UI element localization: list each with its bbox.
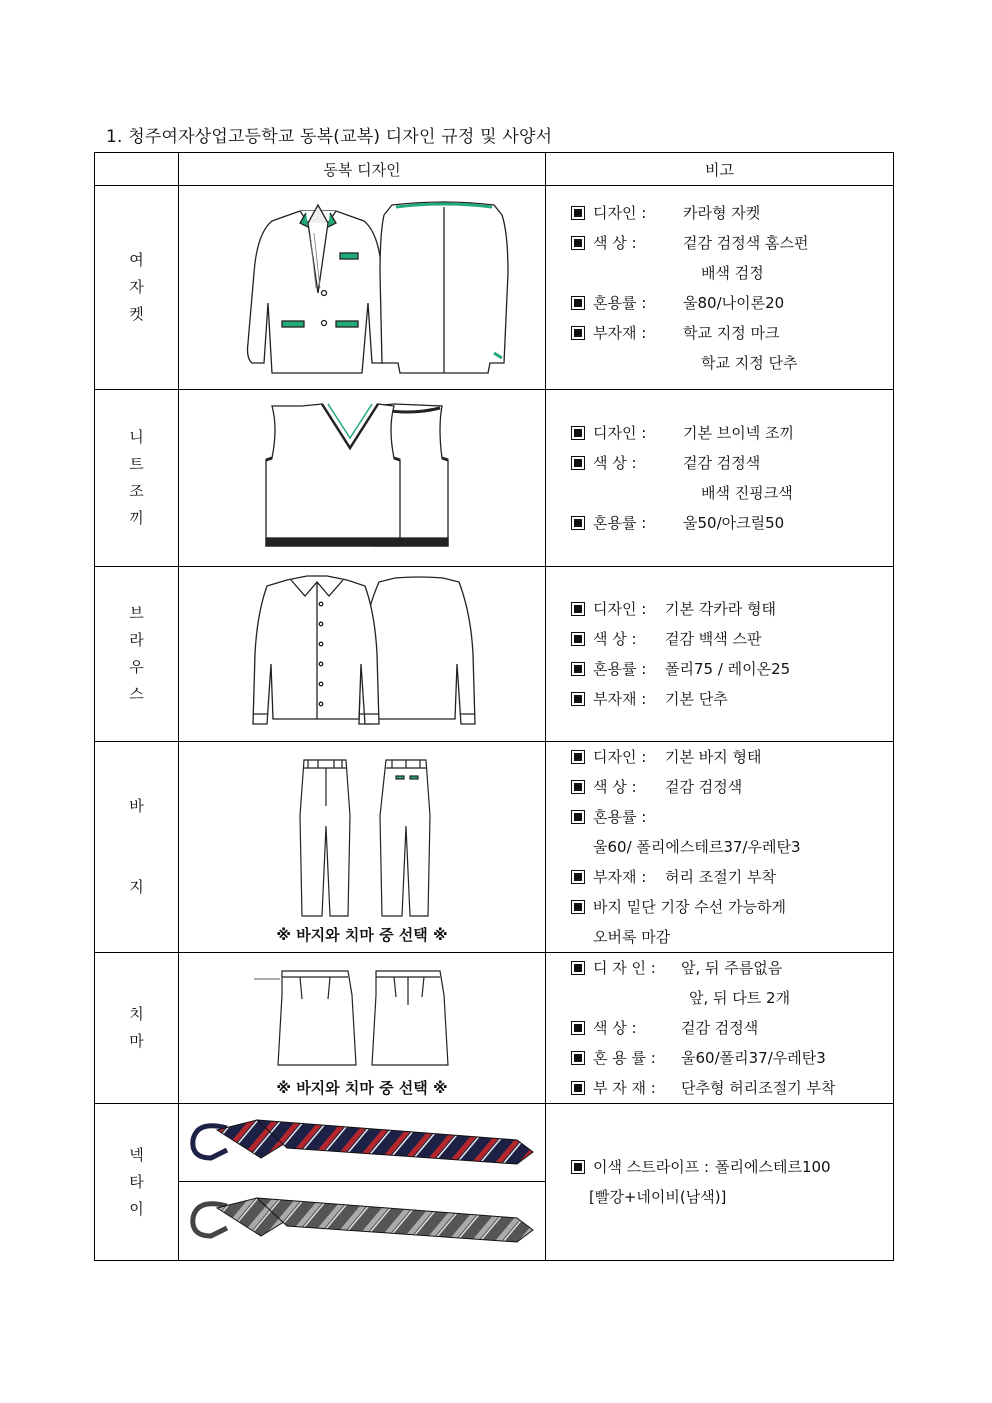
necktie-color (179, 1104, 545, 1181)
jacket-notes (546, 186, 894, 390)
necktie-notes (546, 1104, 894, 1261)
skirt-notes (546, 953, 894, 1104)
marker-icon (571, 516, 585, 530)
note-line: 이색 스트라이프 : 폴리에스테르100 (571, 1152, 893, 1182)
pants-design (179, 742, 546, 953)
marker-icon (571, 870, 585, 884)
page-title: 1. 청주여자상업고등학교 동복(교복) 디자인 규정 및 사양서 (106, 127, 553, 147)
note-line: [빨강+네이비(남색)] (589, 1188, 727, 1206)
table-row-necktie (95, 1104, 894, 1261)
note-line: 색 상 : 겉감 검정색 (571, 1013, 893, 1043)
note-line: 혼용률 : 울80/나이론20 (571, 288, 893, 318)
marker-icon (571, 692, 585, 706)
note-line: 울60/ 폴리에스테르37/우레탄3 (593, 838, 801, 856)
note-line: 디자인 : 기본 각카라 형태 (571, 594, 893, 624)
header-note: 비고 (546, 153, 894, 186)
row-label: 넥 타 이 (95, 1104, 179, 1261)
note-line: 디 자 인 : 앞, 뒤 주름없음 (571, 953, 893, 983)
note-line: 디자인 : 기본 바지 형태 (571, 742, 893, 772)
table-row-skirt (95, 953, 894, 1104)
note-line: 바지 밑단 기장 수선 가능하게 (571, 892, 893, 922)
row-label: 브 라 우 스 (95, 567, 179, 742)
note-line: 혼 용 률 : 울60/폴리37/우레탄3 (571, 1043, 893, 1073)
row-label: 여 자 켓 (95, 186, 179, 390)
note-line: 색 상 : 겉감 백색 스판 (571, 624, 893, 654)
note-line: 부자재 : 학교 지정 마크 (571, 318, 893, 348)
table-row-jacket (95, 186, 894, 390)
note-line: 배색 진핑크색 (701, 484, 793, 502)
marker-icon (571, 602, 585, 616)
marker-icon (571, 1021, 585, 1035)
marker-icon (571, 1051, 585, 1065)
marker-icon (571, 426, 585, 440)
header-design: 동복 디자인 (179, 153, 546, 186)
note-line: 부 자 재 : 단추형 허리조절기 부착 (571, 1073, 893, 1103)
vest-notes (546, 390, 894, 567)
marker-icon (571, 1081, 585, 1095)
marker-icon (571, 750, 585, 764)
skirt-design (179, 953, 546, 1104)
note-line: 혼용률 : 울50/아크릴50 (571, 508, 893, 538)
marker-icon (571, 1160, 585, 1174)
table-row-blouse (95, 567, 894, 742)
necktie-drawing-gray (187, 1188, 537, 1254)
note-line: 색 상 : 겉감 검정색 (571, 448, 893, 478)
note-line: 부자재 : 허리 조절기 부착 (571, 862, 893, 892)
note-line: 혼용률 : 폴리75 / 레이온25 (571, 654, 893, 684)
vest-drawing (262, 398, 462, 558)
marker-icon (571, 632, 585, 646)
note-line: 색 상 : 겉감 검정색 (571, 772, 893, 802)
marker-icon (571, 662, 585, 676)
note-line: 색 상 : 겉감 검정색 홈스펀 (571, 228, 893, 258)
note-line: 학교 지정 단추 (701, 353, 798, 372)
note-line: 앞, 뒤 다트 2개 (689, 989, 791, 1007)
marker-icon (571, 296, 585, 310)
marker-icon (571, 236, 585, 250)
pants-drawing (282, 756, 442, 920)
jacket-drawing (212, 193, 512, 383)
skirt-drawing (252, 965, 472, 1069)
note-line: 오버록 마감 (593, 928, 671, 946)
spec-table (94, 152, 894, 1261)
jacket-design (179, 186, 546, 390)
note-line: 디자인 : 카라형 자켓 (571, 198, 893, 228)
marker-icon (571, 810, 585, 824)
pants-notes (546, 742, 894, 953)
necktie-design (179, 1104, 546, 1261)
note-line: 배색 검정 (701, 263, 764, 282)
blouse-drawing (247, 574, 477, 734)
note-line: 디자인 : 기본 브이넥 조끼 (571, 418, 893, 448)
marker-icon (571, 456, 585, 470)
row-label: 치 마 (95, 953, 179, 1104)
marker-icon (571, 780, 585, 794)
pants-caption: ※ 바지와 치마 중 선택 ※ (276, 925, 448, 944)
necktie-gray (179, 1181, 545, 1260)
marker-icon (571, 961, 585, 975)
blouse-notes (546, 567, 894, 742)
table-row-vest (95, 390, 894, 567)
necktie-drawing-color (187, 1110, 537, 1176)
row-label: 바 지 (95, 742, 179, 953)
note-line: 혼용률 : (571, 802, 893, 832)
table-row-pants (95, 742, 894, 953)
header-empty (95, 153, 179, 186)
marker-icon (571, 326, 585, 340)
blouse-design (179, 567, 546, 742)
marker-icon (571, 206, 585, 220)
header-row (95, 153, 894, 186)
note-line: 부자재 : 기본 단추 (571, 684, 893, 714)
vest-design (179, 390, 546, 567)
marker-icon (571, 900, 585, 914)
skirt-caption: ※ 바지와 치마 중 선택 ※ (276, 1078, 448, 1097)
row-label: 니 트 조 끼 (95, 390, 179, 567)
